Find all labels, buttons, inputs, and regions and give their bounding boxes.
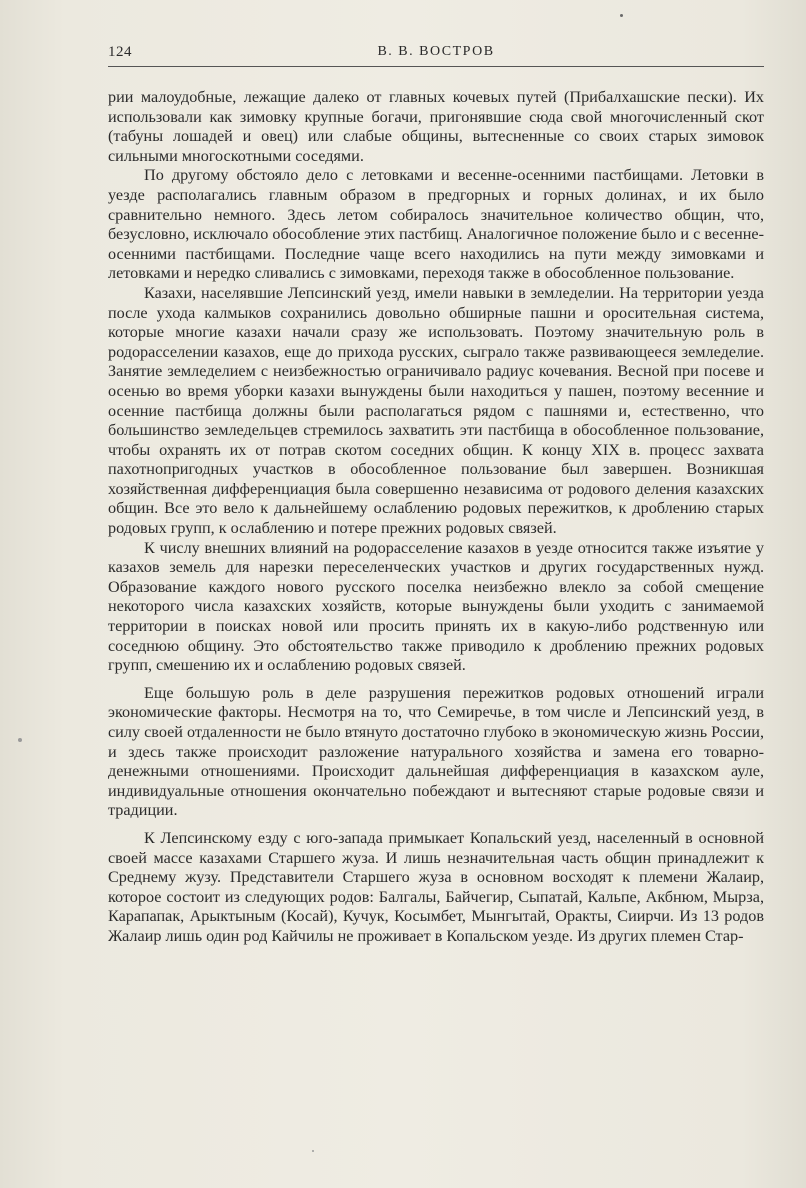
body-text bbox=[108, 88, 764, 947]
page-header bbox=[108, 44, 764, 67]
running-head: В. В. ВОСТРОВ bbox=[377, 44, 495, 59]
paragraph: По другому обстояло дело с летовками и весенне-осенними пастбищами. Летовки в уезде располагались главным образом в предгорных и горных долинах, и их было сравнительно немного. Здесь летом собиралось значительное количество общин, что, безусловно, исключало обособление этих пастбищ. Аналогичное положение было и с весенне-осенними пастбищами. Последние чаще всего находились на пути между зимовками и летовками и нередко сливались с зимовками, переходя также в обособленное пользование. bbox=[108, 166, 764, 283]
paragraph: К числу внешних влияний на родорасселение казахов в уезде относится также изъятие у казахов земель для нарезки переселенческих участков и других государственных нужд. Образование каждого нового русского поселка неизбежно влекло за собой смещение некоторого числа казахских хозяйств, которые вынуждены были уходить с занимаемой территории в поисках новой или просить принять их в какую-либо родственную или соседнюю общину. Это обстоятельство также приводило к дроблению прежних родовых групп, смешению их и ослаблению родовых связей. bbox=[108, 538, 764, 675]
paper-speck bbox=[18, 738, 22, 742]
paragraph: рии малоудобные, лежащие далеко от главных кочевых путей (Прибалхашские пески). Их использовали как зимовку крупные богачи, пригонявшие сюда свой многочисленный скот (табуны лошадей и овец) или слабые общины, вытесненные со своих старых зимовок сильными многоскотными соседями. bbox=[108, 88, 764, 165]
paper-speck bbox=[312, 1150, 314, 1152]
paper-speck bbox=[620, 14, 623, 17]
paragraph: Еще большую роль в деле разрушения пережитков родовых отношений играли экономические факторы. Несмотря на то, что Семиречье, в том числе и Лепсинский уезд, в силу своей отдаленности не было втянуто достаточно глубоко в экономическую жизнь России, и здесь также происходит разложение натурального хозяйства и замена его товарно-денежными отношениями. Происходит дальнейшая дифференциация в казахском ауле, индивидуальные отношения окончательно побеждают и вытесняют старые родовые связи и традиции. bbox=[108, 683, 764, 820]
page-number: 124 bbox=[108, 44, 132, 60]
paragraph: Казахи, населявшие Лепсинский уезд, имели навыки в земледелии. На территории уезда после ухода калмыков сохранились довольно обширные пашни и оросительная система, которые многие казахи начали сразу же использовать. Поэтому значительную роль в родорасселении казахов, еще до прихода русских, сыграло также развивающееся земледелие. Занятие земледелием с неизбежностью ограничивало радиус кочевания. Весной при посеве и осенью во время уборки казахи вынуждены были находиться у пашен, поэтому весенние и осенние пастбища должны были располагаться рядом с пашнями и, естественно, что большинство земледельцев стремилось захватить эти пастбища в обособленное пользование, чтобы охранять их от потрав скотом соседних общин. К концу XIX в. процесс захвата пахотнопригодных участков в обособленное пользование был завершен. Возникшая хозяйственная дифференциация была совершенно независима от родового деления казахских общин. Все это вело к дальнейшему ослаблению родовых пережитков, к дроблению старых родовых групп, к ослаблению и потере прежних родовых связей. bbox=[108, 283, 764, 538]
paragraph: К Лепсинскому езду с юго-запада примыкает Копальский уезд, населенный в основной своей массе казахами Старшего жуза. И лишь незначительная часть общин принадлежит к Среднему жузу. Представители Старшего жуза в основном восходят к племени Жалаир, которое состоит из следующих родов: Балгалы, Байчегир, Сыпатай, Кальпе, Акбнюм, Мырза, Карапапак, Арыктыным (Косай), Кучук, Косымбет, Мынгытай, Оракты, Сиирчи. Из 13 родов Жалаир лишь один род Кайчилы не проживает в Копальском уезде. Из других племен Стар- bbox=[108, 828, 764, 945]
